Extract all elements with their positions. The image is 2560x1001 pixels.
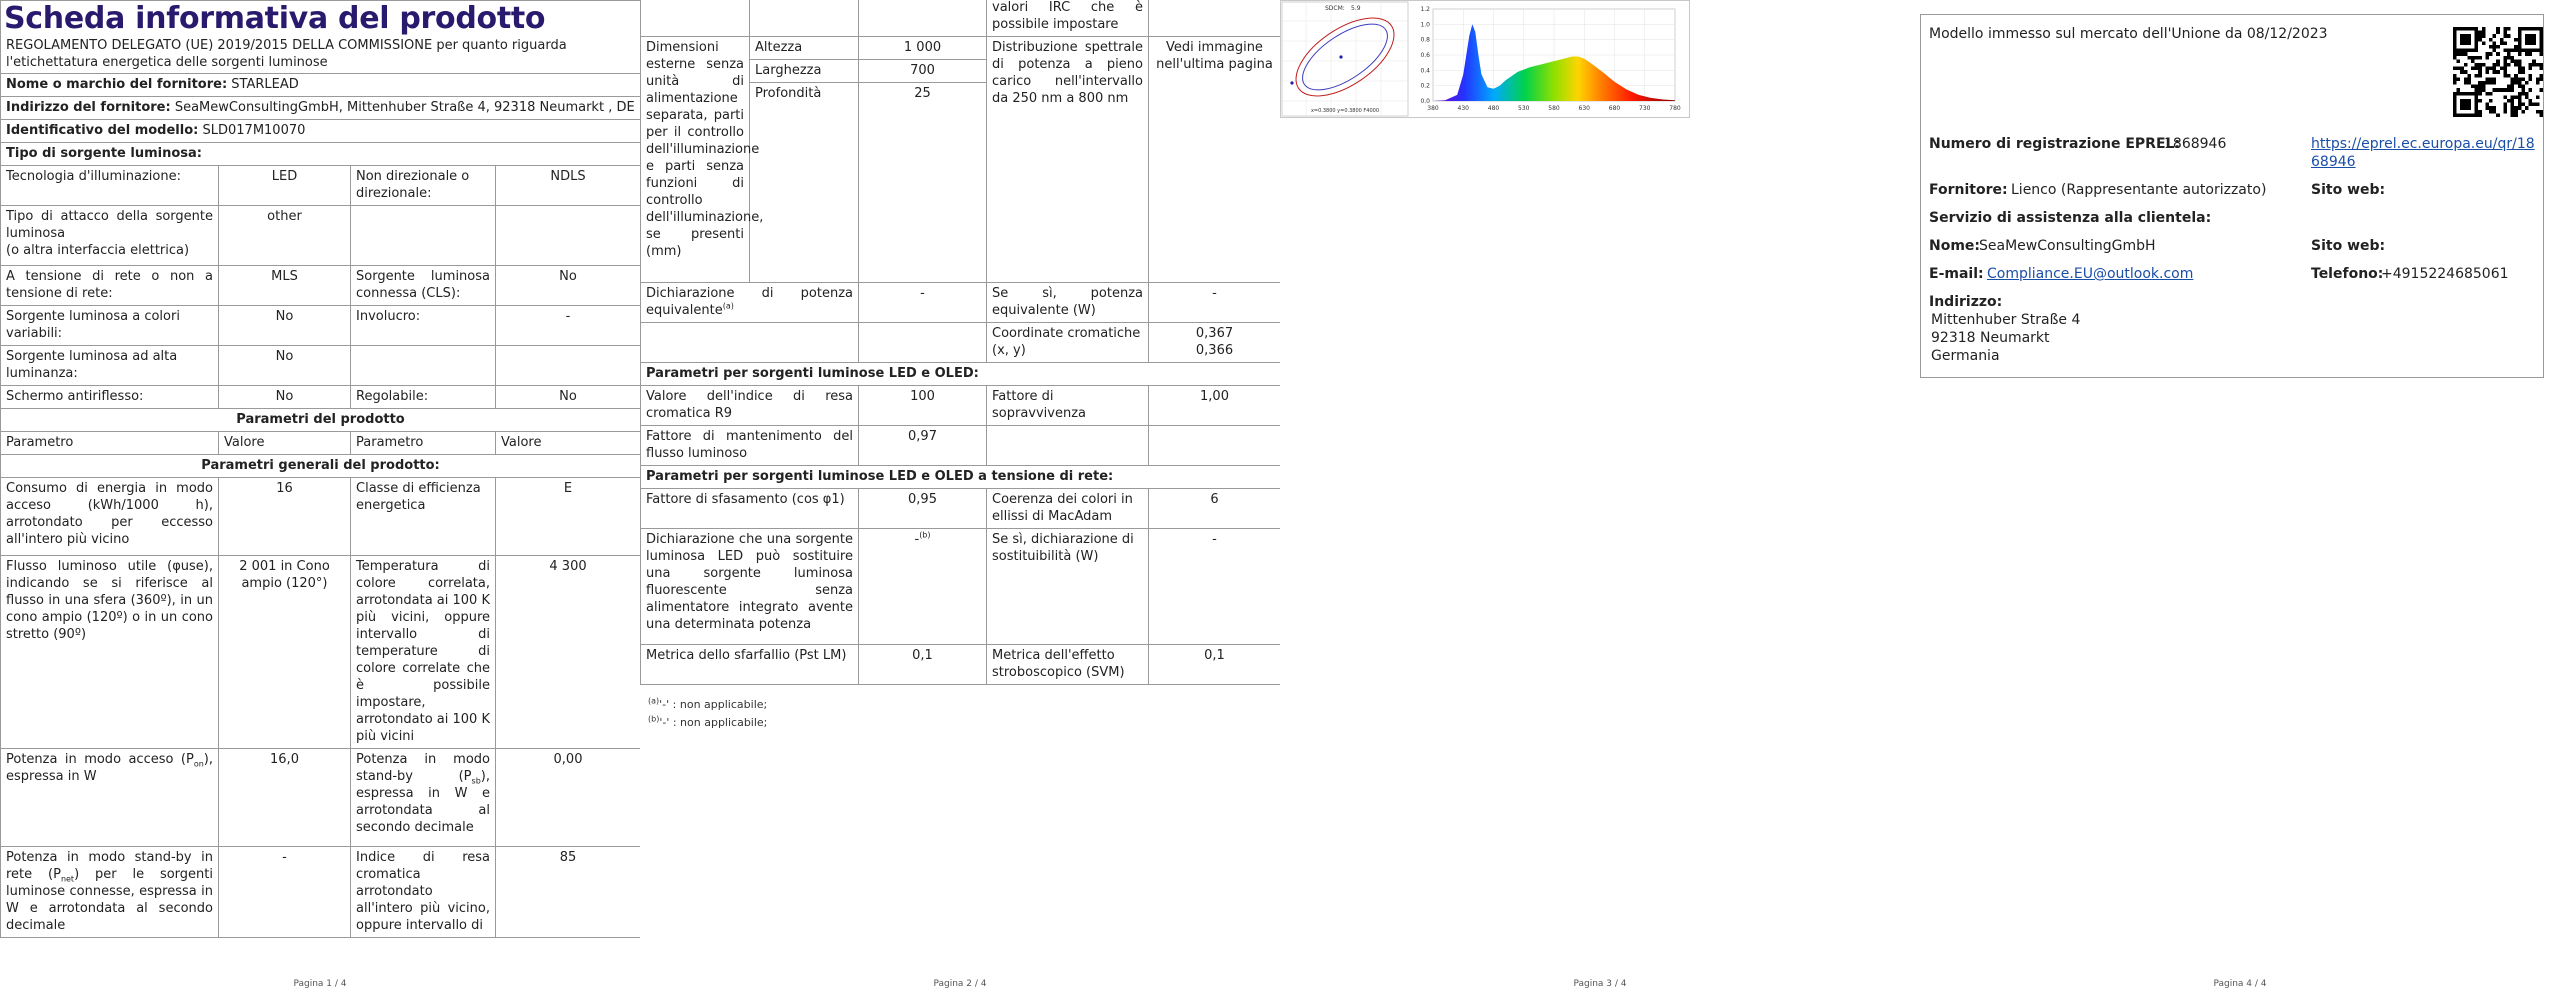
name-label: Nome: <box>1929 238 1981 254</box>
flicker-value: 0,1 <box>859 645 987 685</box>
website-label-2: Sito web: <box>2311 238 2386 254</box>
model-value: SLD017M10070 <box>202 123 306 138</box>
footnote-a <box>648 696 767 714</box>
x-tick-label: 530 <box>1518 105 1530 112</box>
dimmable-label: Regolabile: <box>351 386 496 409</box>
chromaticity-point <box>1339 55 1342 58</box>
chromaticity-ellipse-chart <box>1281 1 1409 117</box>
mains-value: MLS <box>219 266 351 306</box>
website-label: Sito web: <box>2311 182 2386 198</box>
page-4 <box>1920 0 2560 1001</box>
depth-value: 25 <box>859 83 987 283</box>
chromaticity-x: 0,367 <box>1195 326 1234 341</box>
replacement-claim-label: Dichiarazione che una sorgente luminosa LED può sostituire una sorgente luminosa fluorescente senza alimentatore integrato avente una determinata potenza <box>641 529 859 645</box>
equivalent-power-claim-value: - <box>859 283 987 323</box>
footnote-marker: (b) <box>648 714 660 724</box>
qr-code <box>2453 27 2543 117</box>
spd-value: Vedi immagine nell'ultima pagina <box>1149 37 1281 283</box>
sdcm-value: 5.9 <box>1351 5 1361 12</box>
standby-label <box>351 749 496 847</box>
trademark-value: STARLEAD <box>231 77 299 92</box>
general-params-header: Parametri generali del prodotto: <box>1 455 641 478</box>
cap-label <box>1 206 219 266</box>
col-header-value: Valore <box>219 432 351 455</box>
replacement-power-label: Se sì, dichiarazione di sostituibilità (W) <box>987 529 1149 645</box>
height-label: Altezza <box>750 37 859 60</box>
power-factor-value: 0,95 <box>859 489 987 529</box>
empty-cell <box>496 206 641 266</box>
col-header-param: Parametro <box>1 432 219 455</box>
power-factor-label: Fattore di sfasamento (cos φ1) <box>641 489 859 529</box>
empty-cell <box>351 346 496 386</box>
spd-label: Distribuzione spettrale di potenza a pieno carico nell'intervallo da 250 nm a 800 nm <box>987 37 1149 283</box>
phone-label: Telefono: <box>2311 266 2384 282</box>
eprel-url-line1[interactable]: https://eprel.ec.europa.eu/qr/18 <box>2311 136 2535 152</box>
col-header-value: Valore <box>496 432 641 455</box>
customer-service-label: Servizio di assistenza alla clientela: <box>1929 210 2212 226</box>
directional-value: NDLS <box>496 166 641 206</box>
regulation-text: REGOLAMENTO DELEGATO (UE) 2019/2015 DELLA COMMISSIONE per quanto riguarda l'etichettatura energetica delle sorgenti luminose <box>6 38 567 70</box>
source-type-header: Tipo di sorgente luminosa: <box>1 143 641 166</box>
empty-cell <box>351 206 496 266</box>
x-tick-label: 780 <box>1669 105 1681 112</box>
page-footer: Pagina 4 / 4 <box>2213 979 2267 989</box>
high-luminance-value: No <box>219 346 351 386</box>
chromaticity-label: Coordinate cromatiche (x, y) <box>987 323 1149 363</box>
product-info-table <box>0 0 641 938</box>
standby-label-text: ), espressa in W e arrotondata al secondo decimale <box>356 769 490 835</box>
email-label: E-mail: <box>1929 266 1984 282</box>
cap-value: other <box>219 206 351 266</box>
eprel-value: 1868946 <box>2164 136 2227 152</box>
power-on-label <box>1 749 219 847</box>
empty-cell <box>750 0 859 37</box>
cct-label: Temperatura di colore correlata, arrotondata ai 100 K più vicini, oppure intervallo di temperature di colore correlate che è possibile impostare, arrotondato ai 100 K più vicini <box>351 556 496 749</box>
antiglare-label: Schermo antiriflesso: <box>1 386 219 409</box>
y-tick-label: 1.2 <box>1420 6 1430 13</box>
footnote-text: '-' : non applicabile; <box>659 698 768 711</box>
page-1 <box>0 0 640 1001</box>
replacement-power-value: - <box>1149 529 1281 645</box>
consumption-label: Consumo di energia in modo acceso (kWh/1000 h), arrotondato per eccesso all'intero più vicino <box>1 478 219 556</box>
efficiency-label: Classe di efficienza energetica <box>351 478 496 556</box>
y-tick-label: 0.2 <box>1420 82 1430 90</box>
y-tick-label: 0.8 <box>1420 36 1430 44</box>
survival-factor-label: Fattore di sopravvivenza <box>987 386 1149 426</box>
model-row <box>1 120 641 143</box>
r9-value: 100 <box>859 386 987 426</box>
equivalent-power-value: - <box>1149 283 1281 323</box>
params-header: Parametri del prodotto <box>1 409 641 432</box>
macadam-value: 6 <box>1149 489 1281 529</box>
empty-cell <box>859 323 987 363</box>
footnote-marker: (a) <box>648 696 660 706</box>
equivalent-power-label: Se sì, potenza equivalente (W) <box>987 283 1149 323</box>
empty-cell <box>496 346 641 386</box>
high-luminance-label: Sorgente luminosa ad alta luminanza: <box>1 346 219 386</box>
x-tick-label: 730 <box>1639 105 1651 112</box>
product-params-table-cont <box>640 0 1281 685</box>
efficiency-value: E <box>496 478 641 556</box>
address-line-1: Mittenhuber Straße 4 <box>1931 312 2081 328</box>
model-label: Identificativo del modello: <box>6 123 199 138</box>
height-value: 1 000 <box>859 37 987 60</box>
y-tick-label: 1.0 <box>1420 21 1430 29</box>
width-label: Larghezza <box>750 60 859 83</box>
consumption-value: 16 <box>219 478 351 556</box>
r9-label: Valore dell'indice di resa cromatica R9 <box>641 386 859 426</box>
cri-label-cont: valori IRC che è possibile impostare <box>987 0 1149 37</box>
spectral-distribution-chart <box>1409 1 1689 117</box>
cap-label-line2: (o altra interfaccia elettrica) <box>6 243 190 258</box>
envelope-label: Involucro: <box>351 306 496 346</box>
colour-value: No <box>219 306 351 346</box>
replacement-claim-text: - <box>914 532 920 547</box>
stroboscopic-label: Metrica dell'effetto stroboscopico (SVM) <box>987 645 1149 685</box>
lumen-maintenance-value: 0,97 <box>859 426 987 466</box>
dimensions-label: Dimensioni esterne senza unità di alimentazione separata, parti per il controllo dell'illuminazione e parti senza funzioni di controllo dell'illuminazione, se presenti (mm) <box>641 37 750 283</box>
networked-label-text: ) per le sorgenti luminose connesse, espressa in W e arrotondata al secondo decimale <box>6 867 213 933</box>
supplier-label: Fornitore: <box>1929 182 2008 198</box>
lumen-maintenance-label: Fattore di mantenimento del flusso luminoso <box>641 426 859 466</box>
antiglare-value: No <box>219 386 351 409</box>
page-footer: Pagina 2 / 4 <box>933 979 987 989</box>
networked-label-text: Potenza in modo stand-by in rete (P <box>6 850 213 882</box>
sdcm-label: SDCM: <box>1325 5 1345 12</box>
cap-label-line1: Tipo di attacco della sorgente luminosa <box>6 209 213 241</box>
led-params-header: Parametri per sorgenti luminose LED e OLED: <box>641 363 1281 386</box>
power-on-value: 16,0 <box>219 749 351 847</box>
empty-cell <box>1149 0 1281 37</box>
address-line-2: 92318 Neumarkt <box>1931 330 2050 346</box>
trademark-row <box>1 74 641 97</box>
flicker-label: Metrica dello sfarfallio (Pst LM) <box>641 645 859 685</box>
x-tick-label: 430 <box>1457 105 1469 112</box>
survival-factor-value: 1,00 <box>1149 386 1281 426</box>
led-mains-params-header: Parametri per sorgenti luminose LED e OLED a tensione di rete: <box>641 466 1281 489</box>
flux-label: Flusso luminoso utile (φuse), indicando se si riferisce al flusso in una sfera (360º), in un cono ampio (120º) o in un cono stretto (90º) <box>1 556 219 749</box>
x-tick-label: 480 <box>1487 105 1500 112</box>
empty-cell <box>859 0 987 37</box>
page-footer: Pagina 1 / 4 <box>293 979 347 989</box>
flux-value: 2 001 in Cono ampio (120°) <box>219 556 351 749</box>
mains-label: A tensione di rete o non a tensione di rete: <box>1 266 219 306</box>
networked-standby-label <box>1 847 219 938</box>
chart-frame <box>1282 2 1408 116</box>
supplier-info-card <box>1920 14 2544 378</box>
address-line-3: Germania <box>1931 348 2000 364</box>
tech-value: LED <box>219 166 351 206</box>
page-footer: Pagina 3 / 4 <box>1573 979 1627 989</box>
power-on-subscript: on <box>193 759 204 769</box>
x-tick-label: 580 <box>1548 105 1560 112</box>
chromaticity-value <box>1149 323 1281 363</box>
eprel-url-line2[interactable]: 68946 <box>2311 154 2356 170</box>
replacement-claim-value <box>859 529 987 645</box>
power-on-label-text: ), espressa in W <box>6 752 213 784</box>
footnote-b <box>648 714 767 732</box>
footnote-marker: (a) <box>722 301 734 311</box>
cct-value: 4 300 <box>496 556 641 749</box>
networked-subscript: net <box>60 874 75 884</box>
equivalent-power-claim-label <box>641 283 859 323</box>
address-label: Indirizzo del fornitore: <box>6 100 171 115</box>
tech-label: Tecnologia d'illuminazione: <box>1 166 219 206</box>
footnote-text: '-' : non applicabile; <box>659 716 768 729</box>
address-value: SeaMewConsultingGmbH, Mittenhuber Straße 4, 92318 Neumarkt , DE <box>174 100 635 115</box>
cri-value: 85 <box>496 847 641 938</box>
eprel-label: Numero di registrazione EPREL: <box>1929 136 2181 152</box>
y-tick-label: 0.0 <box>1420 98 1430 105</box>
x-tick-label: 680 <box>1608 105 1621 112</box>
market-date: Modello immesso sul mercato dell'Unione da 08/12/2023 <box>1929 26 2328 42</box>
footnote-marker: (b) <box>919 530 931 540</box>
charts-panel <box>1280 0 1690 118</box>
networked-standby-value: - <box>219 847 351 938</box>
email-value[interactable]: Compliance.EU@outlook.com <box>1987 266 2194 282</box>
power-on-label-text: Potenza in modo acceso (P <box>6 752 194 767</box>
x-tick-label: 630 <box>1578 105 1590 112</box>
col-header-param: Parametro <box>351 432 496 455</box>
envelope-value: - <box>496 306 641 346</box>
y-tick-label: 0.4 <box>1420 67 1430 75</box>
x-tick-label: 380 <box>1427 105 1439 112</box>
reference-point <box>1290 81 1293 84</box>
connected-label: Sorgente luminosa connessa (CLS): <box>351 266 496 306</box>
standby-label-text: Potenza in modo stand-by (P <box>356 752 490 784</box>
stroboscopic-value: 0,1 <box>1149 645 1281 685</box>
empty-cell <box>987 426 1149 466</box>
eprel-link[interactable] <box>2311 135 2541 171</box>
width-value: 700 <box>859 60 987 83</box>
page-2 <box>640 0 1280 1001</box>
equivalent-power-claim-text: Dichiarazione di potenza equivalente <box>646 286 853 318</box>
y-tick-label: 0.6 <box>1420 52 1430 59</box>
trademark-label: Nome o marchio del fornitore: <box>6 77 228 92</box>
standby-subscript: sb <box>471 776 481 786</box>
name-value: SeaMewConsultingGmbH <box>1979 238 2156 254</box>
coordinates-caption: x=0.3800 y=0.3800 F4000 <box>1310 108 1380 114</box>
depth-label: Profondità <box>750 83 859 283</box>
connected-value: No <box>496 266 641 306</box>
empty-cell <box>1149 426 1281 466</box>
standby-value: 0,00 <box>496 749 641 847</box>
page-3 <box>1280 0 1920 1001</box>
address-row <box>1 97 641 120</box>
empty-cell <box>641 0 750 37</box>
supplier-value: Lienco (Rappresentante autorizzato) <box>2011 182 2267 198</box>
colour-label: Sorgente luminosa a colori variabili: <box>1 306 219 346</box>
phone-value: +4915224685061 <box>2381 266 2509 282</box>
email-link[interactable] <box>1987 265 2193 283</box>
footnotes <box>648 696 767 732</box>
empty-cell <box>641 323 859 363</box>
chromaticity-y: 0,366 <box>1195 343 1234 358</box>
macadam-label: Coerenza dei colori in ellissi di MacAdam <box>987 489 1149 529</box>
dimmable-value: No <box>496 386 641 409</box>
directional-label: Non direzionale o direzionale: <box>351 166 496 206</box>
page-title: Scheda informativa del prodotto <box>4 1 546 36</box>
address-label: Indirizzo: <box>1929 294 2003 310</box>
cri-label: Indice di resa cromatica arrotondato all'intero più vicino, oppure intervallo di <box>351 847 496 938</box>
